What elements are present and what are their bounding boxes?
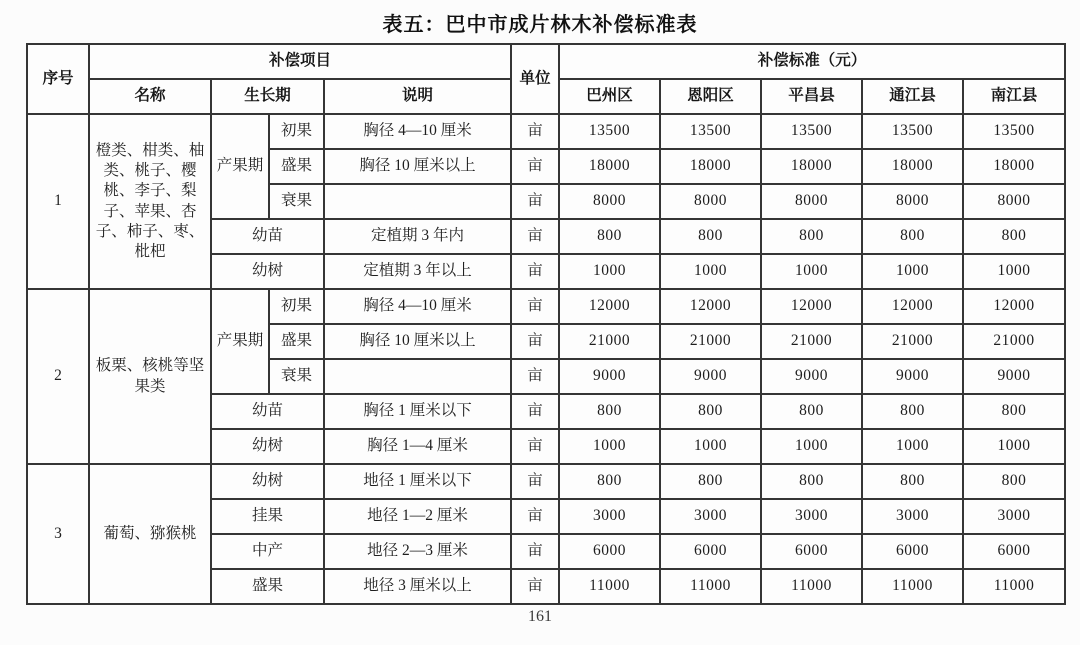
desc-cell: 地径 2—3 厘米 [324,534,511,569]
value-cell: 3000 [963,499,1065,534]
value-cell: 800 [559,219,660,254]
value-cell: 21000 [862,324,963,359]
unit-cell: 亩 [511,289,559,324]
value-cell: 800 [660,219,761,254]
stage-cell: 幼苗 [211,394,324,429]
value-cell: 12000 [862,289,963,324]
value-cell: 13500 [963,114,1065,149]
header-region-bazhou: 巴州区 [559,79,660,114]
value-cell: 3000 [862,499,963,534]
value-cell: 3000 [660,499,761,534]
value-cell: 18000 [660,149,761,184]
desc-cell: 胸径 10 厘米以上 [324,149,511,184]
value-cell: 11000 [660,569,761,604]
stage-cell: 初果 [269,114,324,149]
stage-cell: 幼苗 [211,219,324,254]
value-cell: 6000 [862,534,963,569]
value-cell: 21000 [660,324,761,359]
stage-cell: 幼树 [211,429,324,464]
stage-parent-cell: 产果期 [211,289,269,394]
value-cell: 8000 [559,184,660,219]
table-row [27,114,1065,149]
stage-cell: 中产 [211,534,324,569]
value-cell: 800 [862,394,963,429]
value-cell: 9000 [660,359,761,394]
value-cell: 800 [559,394,660,429]
value-cell: 800 [761,464,862,499]
desc-cell [324,184,511,219]
value-cell: 1000 [862,254,963,289]
stage-parent-cell: 产果期 [211,114,269,219]
value-cell: 12000 [761,289,862,324]
value-cell: 6000 [660,534,761,569]
value-cell: 1000 [963,429,1065,464]
header-row-1 [27,44,1065,79]
stage-cell: 衰果 [269,359,324,394]
unit-cell: 亩 [511,359,559,394]
value-cell: 6000 [761,534,862,569]
desc-cell: 地径 3 厘米以上 [324,569,511,604]
unit-cell: 亩 [511,184,559,219]
header-seq: 序号 [27,44,89,114]
value-cell: 3000 [559,499,660,534]
value-cell: 1000 [660,429,761,464]
unit-cell: 亩 [511,534,559,569]
desc-cell [324,359,511,394]
compensation-table [26,43,1066,605]
stage-cell: 幼树 [211,464,324,499]
value-cell: 13500 [862,114,963,149]
value-cell: 800 [660,394,761,429]
value-cell: 1000 [660,254,761,289]
header-description: 说明 [324,79,511,114]
stage-cell: 初果 [269,289,324,324]
value-cell: 1000 [862,429,963,464]
value-cell: 21000 [761,324,862,359]
table-row [27,289,1065,324]
header-region-pingchang: 平昌县 [761,79,862,114]
name-cell: 板栗、核桃等坚果类 [89,289,211,464]
value-cell: 8000 [963,184,1065,219]
value-cell: 6000 [963,534,1065,569]
desc-cell: 胸径 10 厘米以上 [324,324,511,359]
value-cell: 800 [963,394,1065,429]
value-cell: 18000 [862,149,963,184]
header-region-tongjiang: 通江县 [862,79,963,114]
value-cell: 1000 [559,254,660,289]
stage-cell: 盛果 [211,569,324,604]
page-title: 表五：巴中市成片林木补偿标准表 [382,14,698,36]
page-number: 161 [528,608,552,625]
value-cell: 3000 [761,499,862,534]
unit-cell: 亩 [511,429,559,464]
header-growth-period: 生长期 [211,79,324,114]
stage-cell: 衰果 [269,184,324,219]
value-cell: 8000 [660,184,761,219]
unit-cell: 亩 [511,324,559,359]
unit-cell: 亩 [511,499,559,534]
value-cell: 1000 [761,254,862,289]
stage-cell: 盛果 [269,149,324,184]
unit-cell: 亩 [511,114,559,149]
value-cell: 12000 [660,289,761,324]
value-cell: 9000 [862,359,963,394]
name-cell: 葡萄、猕猴桃 [89,464,211,604]
unit-cell: 亩 [511,569,559,604]
unit-cell: 亩 [511,254,559,289]
header-region-enyang: 恩阳区 [660,79,761,114]
stage-cell: 盛果 [269,324,324,359]
value-cell: 800 [963,464,1065,499]
desc-cell: 胸径 1 厘米以下 [324,394,511,429]
value-cell: 6000 [559,534,660,569]
value-cell: 800 [761,219,862,254]
value-cell: 9000 [963,359,1065,394]
value-cell: 800 [660,464,761,499]
value-cell: 1000 [559,429,660,464]
unit-cell: 亩 [511,219,559,254]
value-cell: 8000 [761,184,862,219]
desc-cell: 定植期 3 年内 [324,219,511,254]
value-cell: 18000 [559,149,660,184]
value-cell: 11000 [862,569,963,604]
value-cell: 18000 [963,149,1065,184]
seq-cell: 1 [27,114,89,289]
unit-cell: 亩 [511,464,559,499]
value-cell: 9000 [559,359,660,394]
value-cell: 800 [862,219,963,254]
value-cell: 800 [559,464,660,499]
desc-cell: 胸径 4—10 厘米 [324,289,511,324]
header-unit: 单位 [511,44,559,114]
desc-cell: 地径 1 厘米以下 [324,464,511,499]
value-cell: 800 [862,464,963,499]
table-row [27,464,1065,499]
value-cell: 11000 [963,569,1065,604]
value-cell: 13500 [660,114,761,149]
unit-cell: 亩 [511,394,559,429]
desc-cell: 胸径 1—4 厘米 [324,429,511,464]
desc-cell: 定植期 3 年以上 [324,254,511,289]
value-cell: 800 [761,394,862,429]
value-cell: 13500 [559,114,660,149]
desc-cell: 胸径 4—10 厘米 [324,114,511,149]
value-cell: 12000 [559,289,660,324]
value-cell: 1000 [963,254,1065,289]
value-cell: 1000 [761,429,862,464]
value-cell: 12000 [963,289,1065,324]
value-cell: 21000 [963,324,1065,359]
name-cell: 橙类、柑类、柚类、桃子、樱桃、李子、梨子、苹果、杏子、柿子、枣、枇杷 [89,114,211,289]
header-standard-group: 补偿标准（元） [559,44,1065,79]
seq-cell: 2 [27,289,89,464]
value-cell: 18000 [761,149,862,184]
header-region-nanjiang: 南江县 [963,79,1065,114]
value-cell: 21000 [559,324,660,359]
header-name: 名称 [89,79,211,114]
value-cell: 9000 [761,359,862,394]
value-cell: 11000 [761,569,862,604]
value-cell: 13500 [761,114,862,149]
header-project-group: 补偿项目 [89,44,511,79]
value-cell: 11000 [559,569,660,604]
seq-cell: 3 [27,464,89,604]
desc-cell: 地径 1—2 厘米 [324,499,511,534]
value-cell: 8000 [862,184,963,219]
value-cell: 800 [963,219,1065,254]
unit-cell: 亩 [511,149,559,184]
stage-cell: 幼树 [211,254,324,289]
stage-cell: 挂果 [211,499,324,534]
